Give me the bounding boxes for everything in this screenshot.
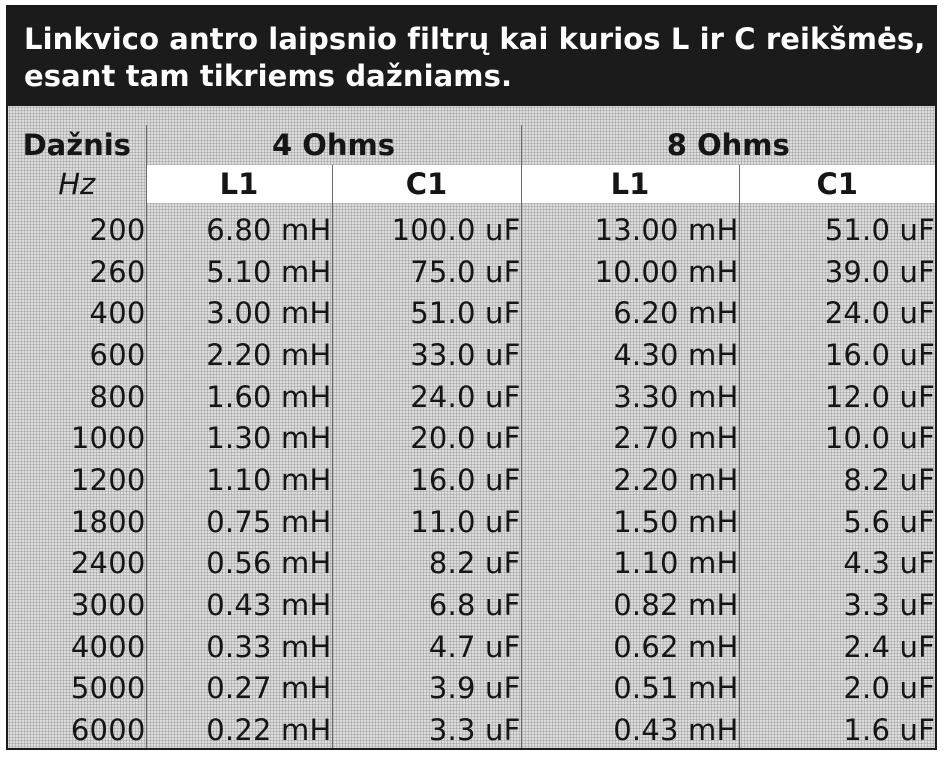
l1-8-ohms-cell: 0.82 mH <box>521 584 739 626</box>
l1-4-ohms-cell: 5.10 mH <box>146 251 332 293</box>
table-row <box>8 584 935 626</box>
frequency-cell: 3000 <box>70 588 146 623</box>
c1-8-ohms-cell: 4.3 uF <box>739 543 935 585</box>
frequency-cell: 1000 <box>70 421 146 456</box>
c1-8-ohms-cell: 12.0 uF <box>739 376 935 418</box>
c1-8-ohms-cell: 10.0 uF <box>739 417 935 459</box>
frequency-cell: 4000 <box>70 629 146 664</box>
frequency-cell: 400 <box>89 296 146 331</box>
c1-8-ohms-cell: 2.0 uF <box>739 668 935 710</box>
l1-8-ohms-cell: 2.70 mH <box>521 417 739 459</box>
c1-4-ohms-cell: 6.8 uF <box>332 584 521 626</box>
c1-8-ohms-cell: 3.3 uF <box>739 584 935 626</box>
c1-4-ohms-cell: 16.0 uF <box>332 459 521 501</box>
table-row <box>8 417 935 459</box>
l1-8-ohms-cell: 1.50 mH <box>521 501 739 543</box>
lc-values-table <box>8 125 935 750</box>
l1-4-ohms-cell: 0.75 mH <box>146 501 332 543</box>
table-row <box>8 668 935 710</box>
l1-4-ohms-cell: 2.20 mH <box>146 334 332 376</box>
c1-4-ohms-cell: 33.0 uF <box>332 334 521 376</box>
c1-4-ohms-cell: 100.0 uF <box>332 203 521 251</box>
frequency-cell: 2400 <box>70 546 146 581</box>
frequency-unit: Hz <box>58 167 96 201</box>
frequency-cell: 260 <box>89 254 146 289</box>
table-row <box>8 334 935 376</box>
title-line-1: Linkvico antro laipsnio filtrų kai kurios L ir C reikšmės, <box>24 22 926 56</box>
l1-4-ohms-cell: 6.80 mH <box>146 203 332 251</box>
table-row <box>8 626 935 668</box>
header-row-groups <box>8 125 935 165</box>
l1-4-ohms-cell: 1.30 mH <box>146 417 332 459</box>
c1-8-ohms-cell: 2.4 uF <box>739 626 935 668</box>
frequency-header: Dažnis <box>22 128 131 162</box>
c1-8-ohms-cell: 5.6 uF <box>739 501 935 543</box>
l1-8-ohms-cell: 2.20 mH <box>521 459 739 501</box>
column-header-8-ohms-l1: L1 <box>521 165 739 203</box>
c1-4-ohms-cell: 24.0 uF <box>332 376 521 418</box>
column-header-4-ohms-l1: L1 <box>146 165 332 203</box>
c1-4-ohms-cell: 11.0 uF <box>332 501 521 543</box>
l1-4-ohms-cell: 1.60 mH <box>146 376 332 418</box>
table-row <box>8 459 935 501</box>
table-row <box>8 376 935 418</box>
c1-8-ohms-cell: 1.6 uF <box>739 709 935 750</box>
c1-8-ohms-cell: 51.0 uF <box>739 203 935 251</box>
table-body <box>8 203 935 750</box>
header-row-columns <box>8 165 935 203</box>
table-row <box>8 251 935 293</box>
table-row <box>8 203 935 251</box>
group-header-4-ohms: 4 Ohms <box>146 125 521 165</box>
c1-4-ohms-cell: 8.2 uF <box>332 543 521 585</box>
l1-8-ohms-cell: 10.00 mH <box>521 251 739 293</box>
c1-4-ohms-cell: 75.0 uF <box>332 251 521 293</box>
l1-8-ohms-cell: 0.51 mH <box>521 668 739 710</box>
table-row <box>8 501 935 543</box>
l1-4-ohms-cell: 0.56 mH <box>146 543 332 585</box>
title-line-2: esant tam tikriems dažniams. <box>24 59 513 93</box>
column-header-4-ohms-c1: C1 <box>332 165 521 203</box>
frequency-cell: 6000 <box>70 713 146 748</box>
c1-8-ohms-cell: 39.0 uF <box>739 251 935 293</box>
c1-8-ohms-cell: 8.2 uF <box>739 459 935 501</box>
filter-values-card <box>6 5 937 750</box>
l1-8-ohms-cell: 6.20 mH <box>521 292 739 334</box>
l1-4-ohms-cell: 0.33 mH <box>146 626 332 668</box>
frequency-cell: 1200 <box>70 462 146 497</box>
l1-8-ohms-cell: 0.43 mH <box>521 709 739 750</box>
c1-4-ohms-cell: 3.3 uF <box>332 709 521 750</box>
table-row <box>8 709 935 750</box>
l1-4-ohms-cell: 3.00 mH <box>146 292 332 334</box>
frequency-cell: 600 <box>89 337 146 372</box>
l1-8-ohms-cell: 13.00 mH <box>521 203 739 251</box>
table-row <box>8 543 935 585</box>
l1-8-ohms-cell: 4.30 mH <box>521 334 739 376</box>
frequency-cell: 5000 <box>70 671 146 706</box>
c1-4-ohms-cell: 20.0 uF <box>332 417 521 459</box>
frequency-cell: 800 <box>89 379 146 414</box>
l1-8-ohms-cell: 0.62 mH <box>521 626 739 668</box>
c1-4-ohms-cell: 3.9 uF <box>332 668 521 710</box>
title-bar <box>8 7 935 106</box>
l1-8-ohms-cell: 3.30 mH <box>521 376 739 418</box>
l1-4-ohms-cell: 0.43 mH <box>146 584 332 626</box>
column-header-8-ohms-c1: C1 <box>739 165 935 203</box>
c1-8-ohms-cell: 24.0 uF <box>739 292 935 334</box>
group-header-8-ohms: 8 Ohms <box>521 125 935 165</box>
frequency-cell: 200 <box>89 212 146 247</box>
l1-4-ohms-cell: 1.10 mH <box>146 459 332 501</box>
l1-4-ohms-cell: 0.27 mH <box>146 668 332 710</box>
l1-4-ohms-cell: 0.22 mH <box>146 709 332 750</box>
c1-4-ohms-cell: 51.0 uF <box>332 292 521 334</box>
table-row <box>8 292 935 334</box>
c1-8-ohms-cell: 16.0 uF <box>739 334 935 376</box>
l1-8-ohms-cell: 1.10 mH <box>521 543 739 585</box>
table-header <box>8 125 935 203</box>
c1-4-ohms-cell: 4.7 uF <box>332 626 521 668</box>
frequency-cell: 1800 <box>70 504 146 539</box>
